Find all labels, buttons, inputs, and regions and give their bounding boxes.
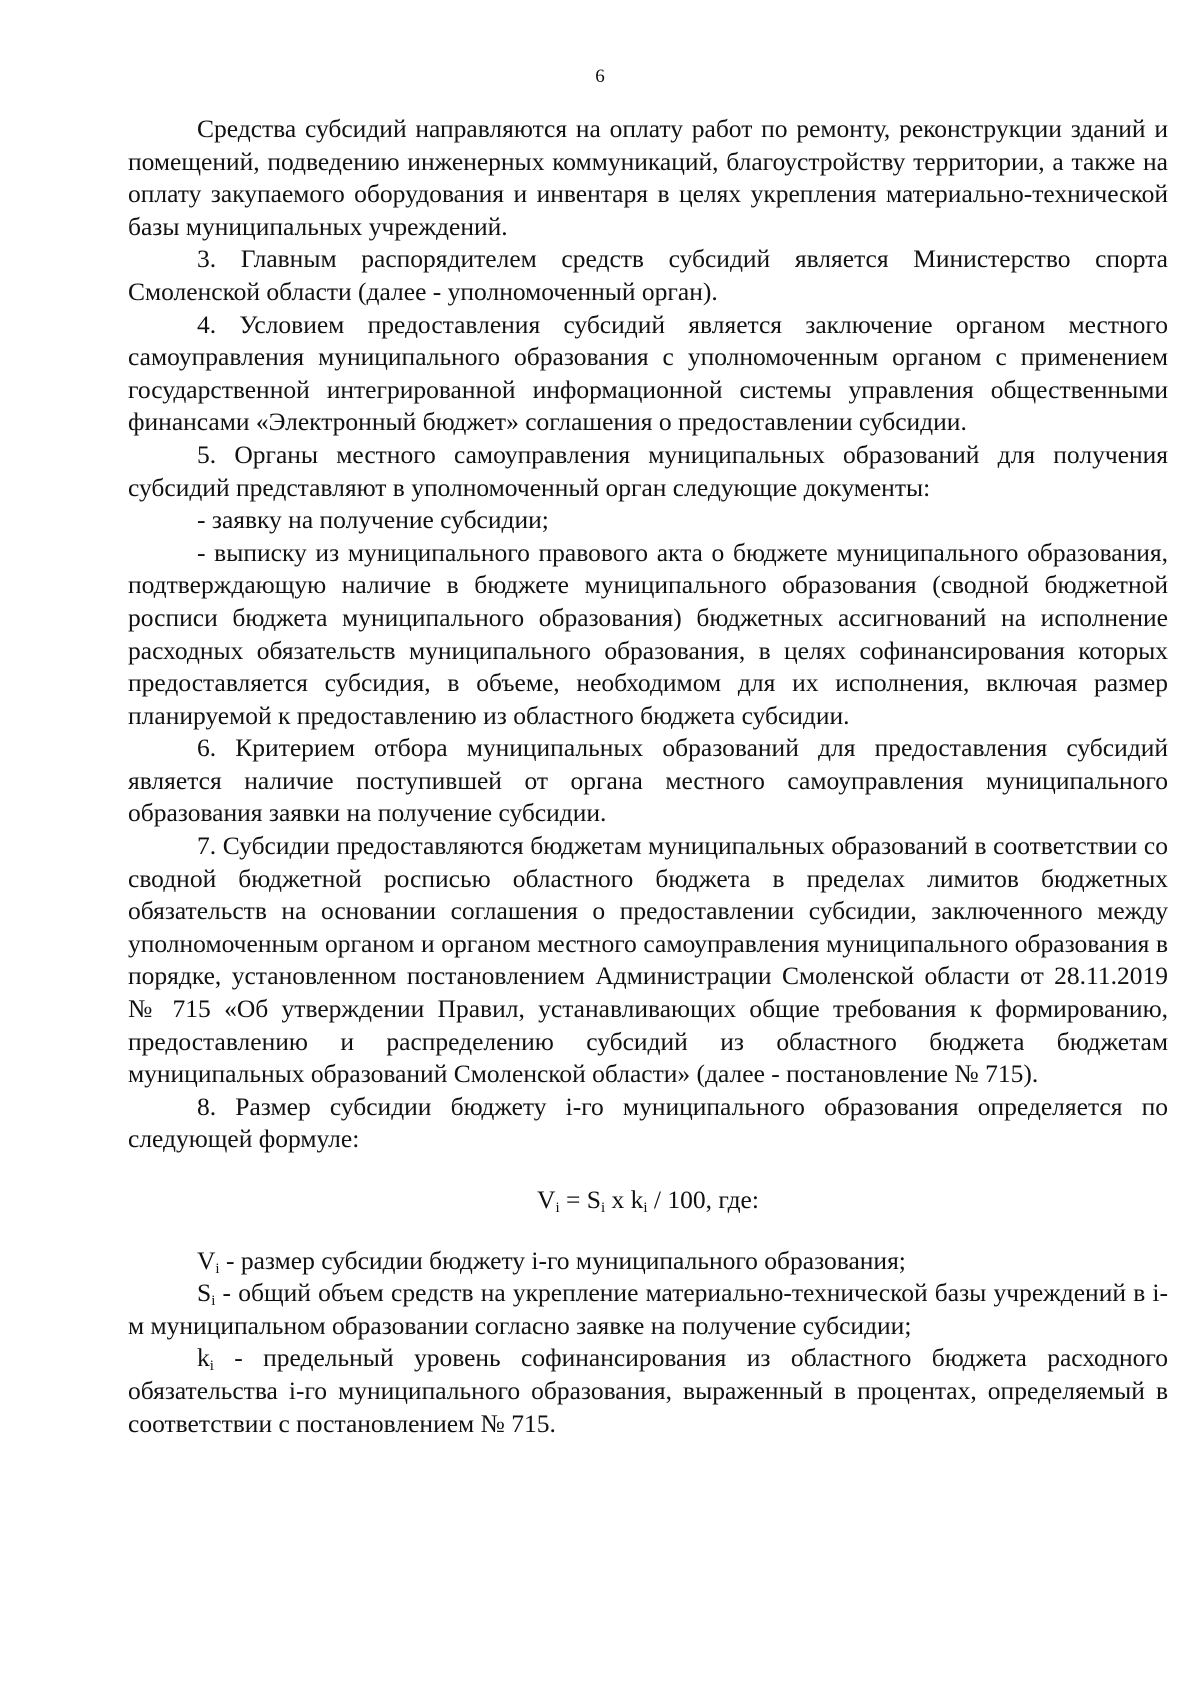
definition-si-symbol: S	[197, 1278, 212, 1308]
paragraph-8: 8. Размер субсидии бюджету i-го муниципального образования определяется по следующей формуле:	[128, 1091, 1168, 1154]
paragraph-subsidy-funds: Средства субсидий направляются на оплату работ по ремонту, реконструкции зданий и помещений, подведению инженерных коммуникаций, благоустройству территории, а также на оплату закупаемого оборудования и инвентаря в целях укрепления материально-технической базы муниципальных учреждений.	[128, 114, 1168, 241]
formula-v-subscript: i	[555, 1200, 560, 1216]
paragraph-5: 5. Органы местного самоуправления муниципальных образований для получения субсидий представляют в уполномоченный орган следующие документы:	[128, 439, 1168, 502]
formula-tail: / 100, где:	[647, 1185, 759, 1214]
paragraph-5-item-application: - заявку на получение субсидии;	[197, 505, 549, 535]
definition-vi-subscript: i	[215, 1260, 220, 1277]
definition-si-subscript: i	[211, 1293, 216, 1310]
definition-ki	[128, 1342, 1168, 1440]
document-body	[128, 113, 1168, 1440]
page-number: 6	[595, 66, 605, 87]
formula-v: V	[537, 1185, 556, 1214]
formula-s-subscript: i	[600, 1200, 606, 1216]
paragraph-7: 7. Субсидии предоставляются бюджетам муниципальных образований в соответствии со сводной бюджетной росписью областного бюджета в пределах лимитов бюджетных обязательств на основании соглашения о предоставлении субсидии, заключенного между уполномоченным органом и органом местного самоуправления муниципального образования в порядке, установленном постановлением Администрации Смоленской области от 28.11.2019 № 715 «Об утверждении Правил, устанавливающих общие требования к формированию, предоставлению и распределению субсидий из областного бюджета бюджетам муниципальных образований Смоленской области» (далее - постановление № 715).	[128, 831, 1168, 1089]
paragraph-6: 6. Критерием отбора муниципальных образований для предоставления субсидий является наличие поступившей от органа местного самоуправления муниципального образования заявки на получение субсидии.	[128, 733, 1168, 828]
definition-vi	[128, 1245, 1168, 1278]
definition-ki-subscript: i	[209, 1358, 214, 1375]
definition-ki-symbol: k	[197, 1343, 210, 1373]
paragraph-5-item-extract: - выписку из муниципального правового акта о бюджете муниципального образования, подтверждающую наличие в бюджете муниципального образования (сводной бюджетной росписи бюджета муниципального образования) бюджетных ассигнований на исполнение расходных обязательств муниципального образования, в целях софинансирования которых предоставляется субсидия, в объеме, необходимом для их исполнения, включая размер планируемой к предоставлению из областного бюджета субсидии.	[128, 537, 1168, 730]
formula-eq-s: = S	[559, 1185, 601, 1214]
definition-ki-text: - предельный уровень софинансирования из областного бюджета расходного обязательства i-го муниципального образования, выраженный в процентах, определяемый в соответствии с постановлением № 715.	[128, 1343, 1168, 1438]
paragraph-3: 3. Главным распорядителем средств субсидий является Министерство спорта Смоленской области (далее - уполномоченный орган).	[128, 244, 1168, 306]
definition-vi-symbol: V	[197, 1245, 216, 1275]
definition-si	[128, 1277, 1168, 1342]
definition-vi-text: - размер субсидии бюджету i-го муниципального образования;	[219, 1245, 906, 1275]
formula-x-k: x k	[605, 1185, 644, 1214]
formula-k-subscript: i	[643, 1200, 648, 1216]
definition-si-text: - общий объем средств на укрепление материально-технической базы учреждений в i-м муниципальном образовании согласно заявке на получение субсидии;	[128, 1278, 1168, 1340]
subsidy-formula	[128, 1184, 1168, 1217]
paragraph-4: 4. Условием предоставления субсидий является заключение органом местного самоуправления муниципального образования с уполномоченным органом с применением государственной интегрированной информационной системы управления общественными финансами «Электронный бюджет» соглашения о предоставлении субсидии.	[128, 309, 1168, 437]
